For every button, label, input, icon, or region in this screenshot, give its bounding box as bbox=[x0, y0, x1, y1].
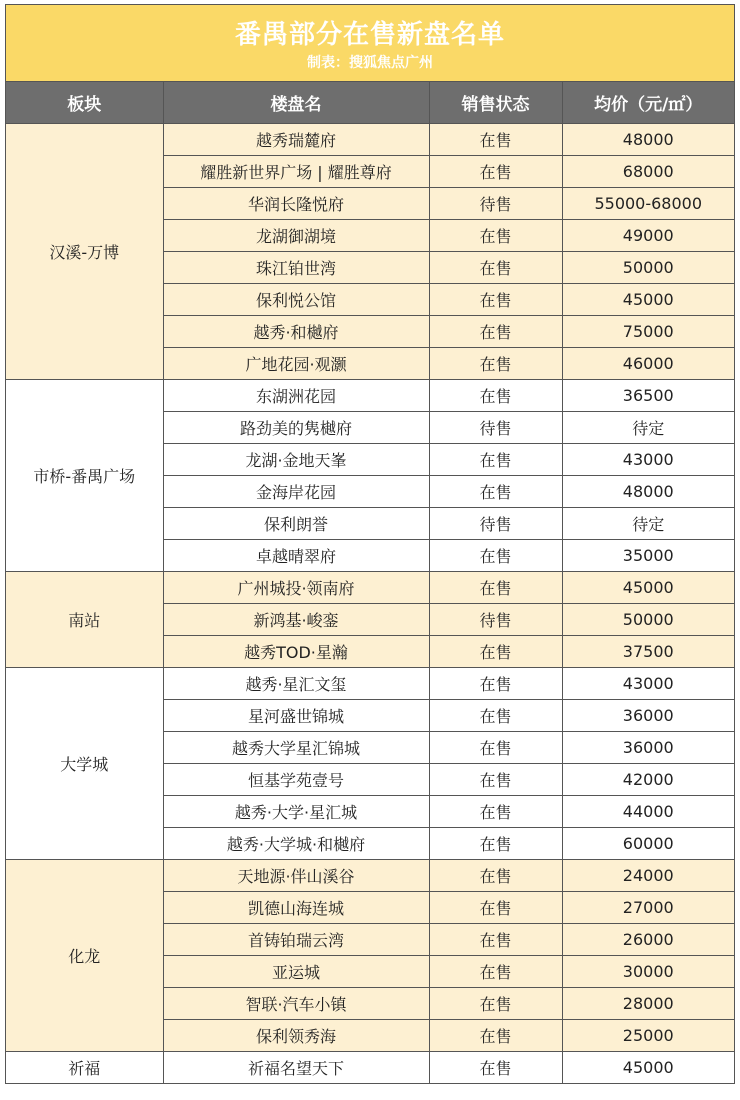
project-name-cell: 越秀·大学·星汇城 bbox=[163, 796, 429, 828]
project-name-cell: 保利悦公馆 bbox=[163, 284, 429, 316]
sale-status-cell: 在售 bbox=[429, 572, 562, 604]
project-name-cell: 祈福名望天下 bbox=[163, 1052, 429, 1084]
sale-status-cell: 在售 bbox=[429, 860, 562, 892]
sale-status-cell: 在售 bbox=[429, 444, 562, 476]
project-name-cell: 广地花园·观灏 bbox=[163, 348, 429, 380]
table-header bbox=[6, 82, 734, 124]
header-project: 楼盘名 bbox=[163, 82, 429, 124]
avg-price-cell: 42000 bbox=[562, 764, 734, 796]
project-name-cell: 路劲美的隽樾府 bbox=[163, 412, 429, 444]
sale-status-cell: 在售 bbox=[429, 316, 562, 348]
district-cell: 南站 bbox=[6, 572, 163, 668]
avg-price-cell: 50000 bbox=[562, 604, 734, 636]
sale-status-cell: 在售 bbox=[429, 892, 562, 924]
sale-status-cell: 在售 bbox=[429, 732, 562, 764]
avg-price-cell: 25000 bbox=[562, 1020, 734, 1052]
project-name-cell: 广州城投·领南府 bbox=[163, 572, 429, 604]
project-name-cell: 越秀·大学城·和樾府 bbox=[163, 828, 429, 860]
page-title: 番禺部分在售新盘名单 bbox=[234, 20, 505, 50]
sale-status-cell: 在售 bbox=[429, 764, 562, 796]
district-cell: 汉溪-万博 bbox=[6, 124, 163, 380]
sale-status-cell: 在售 bbox=[429, 156, 562, 188]
sale-status-cell: 在售 bbox=[429, 796, 562, 828]
sale-status-cell: 待售 bbox=[429, 188, 562, 220]
project-name-cell: 龙湖·金地天峯 bbox=[163, 444, 429, 476]
sale-status-cell: 在售 bbox=[429, 1052, 562, 1084]
avg-price-cell: 36500 bbox=[562, 380, 734, 412]
project-name-cell: 东湖洲花园 bbox=[163, 380, 429, 412]
avg-price-cell: 55000-68000 bbox=[562, 188, 734, 220]
district-cell: 市桥-番禺广场 bbox=[6, 380, 163, 572]
project-name-cell: 首铸铂瑞云湾 bbox=[163, 924, 429, 956]
project-name-cell: 越秀瑞麓府 bbox=[163, 124, 429, 156]
project-name-cell: 耀胜新世界广场 | 耀胜尊府 bbox=[163, 156, 429, 188]
avg-price-cell: 48000 bbox=[562, 476, 734, 508]
avg-price-cell: 48000 bbox=[562, 124, 734, 156]
project-name-cell: 珠江铂世湾 bbox=[163, 252, 429, 284]
table-row bbox=[6, 860, 734, 892]
avg-price-cell: 30000 bbox=[562, 956, 734, 988]
avg-price-cell: 68000 bbox=[562, 156, 734, 188]
sale-status-cell: 在售 bbox=[429, 380, 562, 412]
avg-price-cell: 44000 bbox=[562, 796, 734, 828]
project-name-cell: 越秀·和樾府 bbox=[163, 316, 429, 348]
table-row bbox=[6, 1052, 734, 1084]
district-cell: 化龙 bbox=[6, 860, 163, 1052]
sale-status-cell: 在售 bbox=[429, 252, 562, 284]
avg-price-cell: 50000 bbox=[562, 252, 734, 284]
project-name-cell: 保利领秀海 bbox=[163, 1020, 429, 1052]
listing-table bbox=[6, 82, 734, 1083]
sale-status-cell: 在售 bbox=[429, 828, 562, 860]
sale-status-cell: 在售 bbox=[429, 1020, 562, 1052]
sale-status-cell: 在售 bbox=[429, 124, 562, 156]
project-name-cell: 金海岸花园 bbox=[163, 476, 429, 508]
avg-price-cell: 26000 bbox=[562, 924, 734, 956]
sale-status-cell: 在售 bbox=[429, 988, 562, 1020]
avg-price-cell: 待定 bbox=[562, 412, 734, 444]
avg-price-cell: 36000 bbox=[562, 732, 734, 764]
project-name-cell: 智联·汽车小镇 bbox=[163, 988, 429, 1020]
project-name-cell: 亚运城 bbox=[163, 956, 429, 988]
sale-status-cell: 在售 bbox=[429, 220, 562, 252]
district-cell: 大学城 bbox=[6, 668, 163, 860]
page-subtitle: 制表：搜狐焦点广州 bbox=[307, 55, 433, 71]
project-name-cell: 卓越晴翠府 bbox=[163, 540, 429, 572]
table-row bbox=[6, 572, 734, 604]
avg-price-cell: 60000 bbox=[562, 828, 734, 860]
header-row bbox=[6, 82, 734, 124]
avg-price-cell: 75000 bbox=[562, 316, 734, 348]
sale-status-cell: 待售 bbox=[429, 412, 562, 444]
sale-status-cell: 在售 bbox=[429, 636, 562, 668]
avg-price-cell: 45000 bbox=[562, 284, 734, 316]
sale-status-cell: 在售 bbox=[429, 540, 562, 572]
project-name-cell: 越秀TOD·星瀚 bbox=[163, 636, 429, 668]
project-name-cell: 凯德山海连城 bbox=[163, 892, 429, 924]
avg-price-cell: 待定 bbox=[562, 508, 734, 540]
sale-status-cell: 在售 bbox=[429, 284, 562, 316]
sale-status-cell: 待售 bbox=[429, 604, 562, 636]
listing-sheet bbox=[5, 4, 735, 1084]
sale-status-cell: 待售 bbox=[429, 508, 562, 540]
avg-price-cell: 49000 bbox=[562, 220, 734, 252]
table-body bbox=[6, 124, 734, 1084]
avg-price-cell: 45000 bbox=[562, 1052, 734, 1084]
avg-price-cell: 43000 bbox=[562, 668, 734, 700]
project-name-cell: 恒基学苑壹号 bbox=[163, 764, 429, 796]
sale-status-cell: 在售 bbox=[429, 348, 562, 380]
header-district: 板块 bbox=[6, 82, 163, 124]
table-row bbox=[6, 124, 734, 156]
table-row bbox=[6, 668, 734, 700]
district-cell: 祈福 bbox=[6, 1052, 163, 1084]
sale-status-cell: 在售 bbox=[429, 476, 562, 508]
avg-price-cell: 27000 bbox=[562, 892, 734, 924]
project-name-cell: 华润长隆悦府 bbox=[163, 188, 429, 220]
project-name-cell: 越秀大学星汇锦城 bbox=[163, 732, 429, 764]
avg-price-cell: 35000 bbox=[562, 540, 734, 572]
title-banner bbox=[6, 5, 734, 82]
avg-price-cell: 36000 bbox=[562, 700, 734, 732]
project-name-cell: 星河盛世锦城 bbox=[163, 700, 429, 732]
avg-price-cell: 43000 bbox=[562, 444, 734, 476]
project-name-cell: 越秀·星汇文玺 bbox=[163, 668, 429, 700]
avg-price-cell: 37500 bbox=[562, 636, 734, 668]
project-name-cell: 新鸿基·峻銮 bbox=[163, 604, 429, 636]
project-name-cell: 龙湖御湖境 bbox=[163, 220, 429, 252]
header-status: 销售状态 bbox=[429, 82, 562, 124]
avg-price-cell: 28000 bbox=[562, 988, 734, 1020]
project-name-cell: 保利朗誉 bbox=[163, 508, 429, 540]
header-price: 均价（元/㎡） bbox=[562, 82, 734, 124]
sale-status-cell: 在售 bbox=[429, 924, 562, 956]
project-name-cell: 天地源·伴山溪谷 bbox=[163, 860, 429, 892]
avg-price-cell: 45000 bbox=[562, 572, 734, 604]
table-row bbox=[6, 380, 734, 412]
avg-price-cell: 46000 bbox=[562, 348, 734, 380]
sale-status-cell: 在售 bbox=[429, 668, 562, 700]
avg-price-cell: 24000 bbox=[562, 860, 734, 892]
sale-status-cell: 在售 bbox=[429, 956, 562, 988]
sale-status-cell: 在售 bbox=[429, 700, 562, 732]
